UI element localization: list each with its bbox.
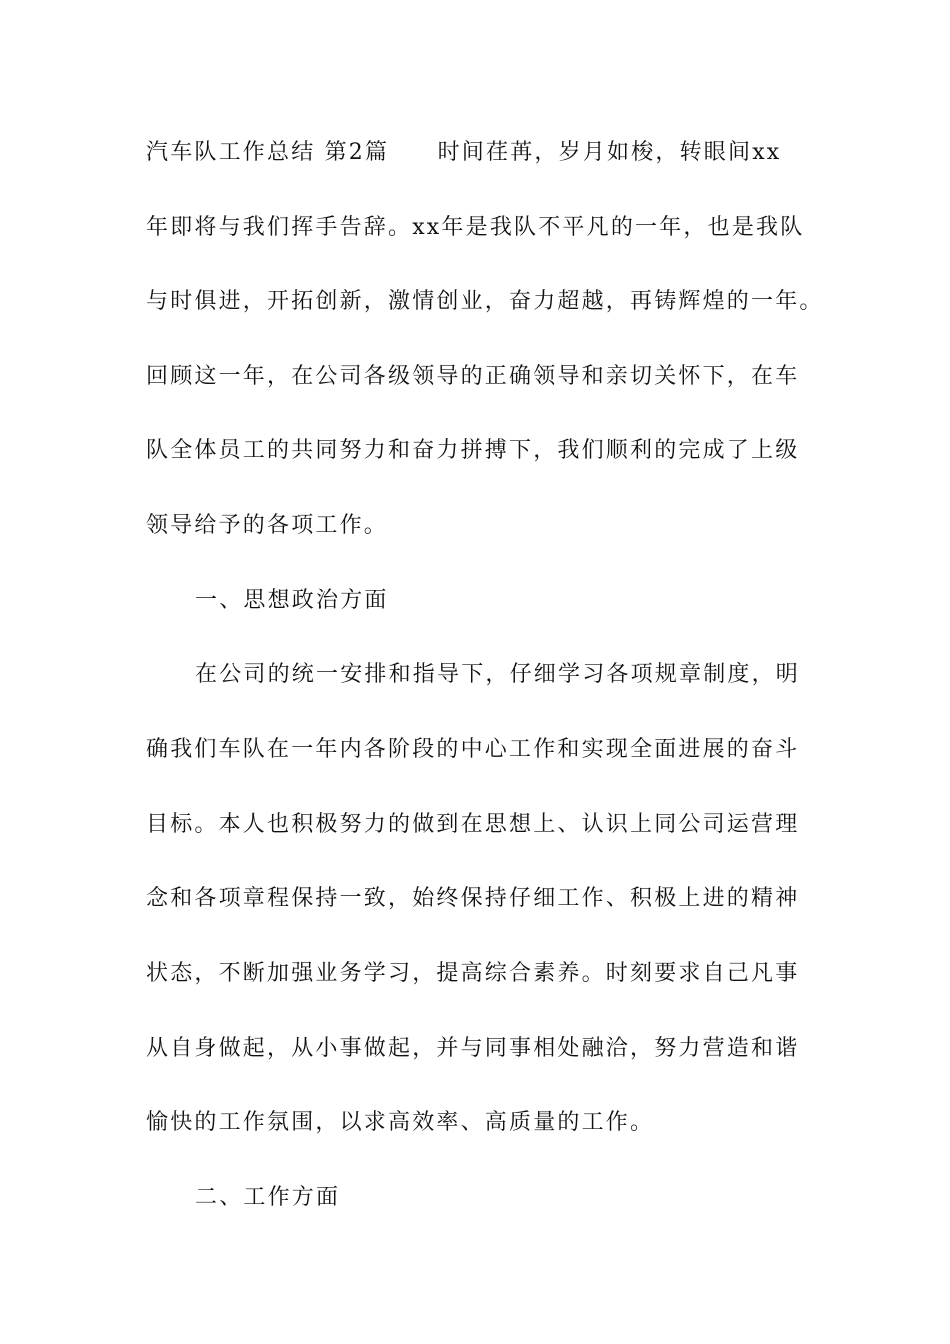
paragraph-line-13: 愉快的工作氛围，以求高效率、高质量的工作。 — [146, 1110, 655, 1135]
paragraph-line-2: 年即将与我们挥手告辞。xx年是我队不平凡的一年，也是我队 — [146, 215, 805, 240]
paragraph-line-11: 状态，不断加强业务学习，提高综合素养。时刻要求自己凡事 — [146, 961, 800, 986]
paragraph-line-5: 队全体员工的共同努力和奋力拼搏下，我们顺利的完成了上级 — [146, 438, 800, 463]
section-heading-1: 一、思想政治方面 — [195, 588, 389, 613]
paragraph-line-6: 领导给予的各项工作。 — [146, 513, 389, 538]
paragraph-line-8: 确我们车队在一年内各阶段的中心工作和实现全面进展的奋斗 — [146, 737, 800, 762]
paragraph-line-3: 与时俱进，开拓创新，激情创业，奋力超越，再铸辉煌的一年。 — [146, 289, 824, 314]
paragraph-line-10: 念和各项章程保持一致，始终保持仔细工作、积极上进的精神 — [146, 886, 800, 911]
paragraph-line-9: 目标。本人也积极努力的做到在思想上、认识上同公司运营理 — [146, 812, 800, 837]
section-heading-2: 二、工作方面 — [195, 1185, 341, 1210]
paragraph-line-7: 在公司的统一安排和指导下，仔细学习各项规章制度，明 — [195, 662, 801, 687]
paragraph-line-1: 汽车队工作总结 第2篇 时间荏苒，岁月如梭，转眼间xx — [146, 140, 782, 165]
paragraph-line-4: 回顾这一年，在公司各级领导的正确领导和亲切关怀下，在车 — [146, 364, 800, 389]
paragraph-line-12: 从自身做起，从小事做起，并与同事相处融洽，努力营造和谐 — [146, 1036, 800, 1061]
